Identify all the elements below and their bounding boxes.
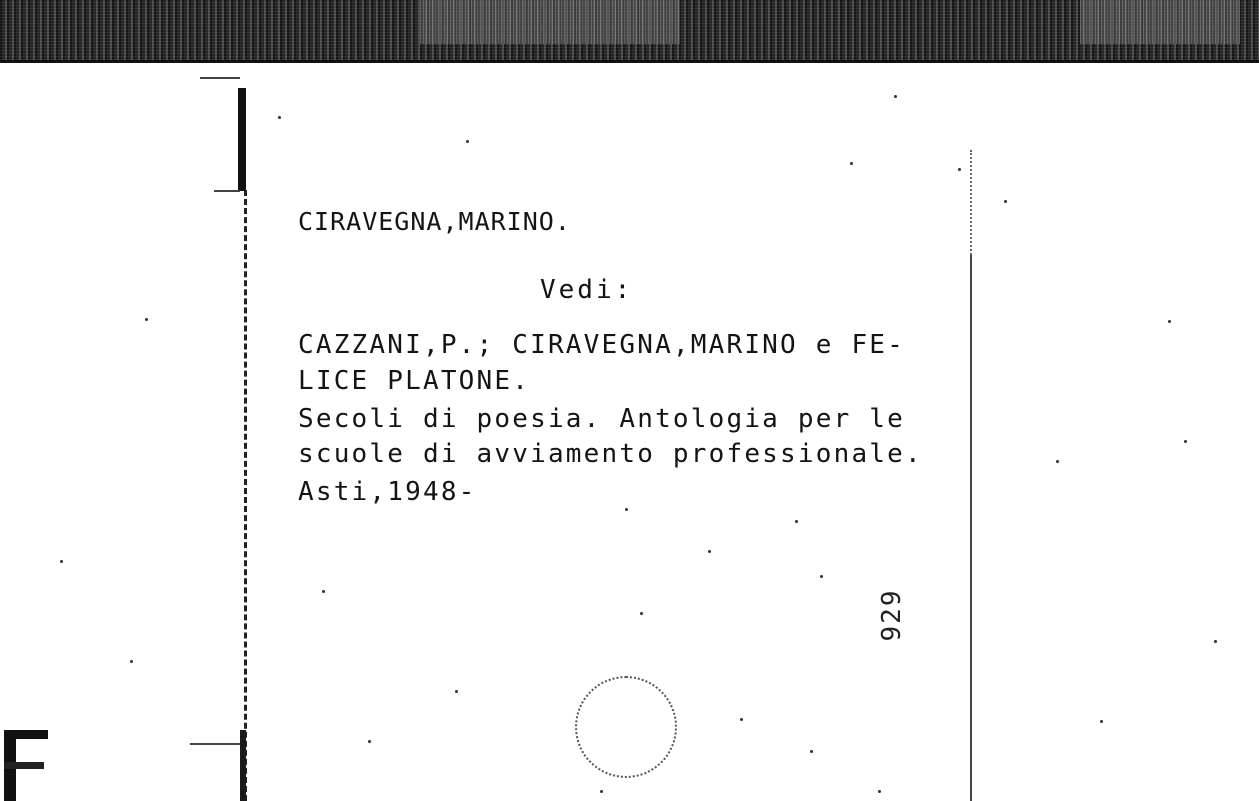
scan-speck — [1056, 460, 1059, 463]
card-entry-line: CAZZANI,P.; CIRAVEGNA,MARINO e FE- — [298, 330, 906, 360]
card-entry-line: Secoli di poesia. Antologia per le — [298, 404, 906, 434]
scan-speck — [625, 508, 628, 511]
scan-speck — [1004, 200, 1007, 203]
card-heading: CIRAVEGNA,MARINO. — [298, 207, 571, 236]
scan-edge-highlight — [420, 0, 680, 44]
scan-speck — [958, 168, 961, 171]
scan-mark — [190, 743, 240, 745]
card-entry-line: scuole di avviamento professionale. — [298, 439, 923, 469]
scan-speck — [850, 162, 853, 165]
scan-speck — [600, 790, 603, 793]
scan-edge-highlight — [1080, 0, 1240, 44]
scan-speck — [278, 116, 281, 119]
see-also-label: Vedi: — [540, 275, 634, 305]
scan-speck — [322, 590, 325, 593]
scan-speck — [368, 740, 371, 743]
scan-speck — [466, 140, 469, 143]
scan-speck — [740, 718, 743, 721]
punch-hole — [575, 676, 677, 778]
scan-speck — [1214, 640, 1217, 643]
scan-speck — [145, 318, 148, 321]
scan-speck — [60, 560, 63, 563]
card-entry-line: LICE PLATONE. — [298, 366, 531, 396]
scan-speck — [810, 750, 813, 753]
scan-speck — [455, 690, 458, 693]
corner-mark — [0, 730, 48, 801]
scan-speck — [640, 612, 643, 615]
scan-speck — [820, 575, 823, 578]
scan-speck — [1184, 440, 1187, 443]
scan-speck — [1100, 720, 1103, 723]
scan-speck — [130, 660, 133, 663]
scan-speck — [878, 790, 881, 793]
scan-mark — [214, 190, 240, 192]
scan-speck — [894, 95, 897, 98]
card-left-edge-lower — [240, 730, 246, 801]
card-right-edge — [970, 255, 972, 801]
card-entry-line: Asti,1948- — [298, 477, 477, 507]
scan-mark — [200, 77, 240, 79]
card-left-edge — [238, 88, 246, 191]
scan-speck — [1168, 320, 1171, 323]
card-right-edge-upper — [970, 150, 972, 255]
card-number: 929 — [877, 588, 907, 642]
scan-edge-band — [0, 0, 1259, 60]
card-left-edge-dashed — [244, 190, 247, 801]
scan-speck — [708, 550, 711, 553]
scan-speck — [795, 520, 798, 523]
